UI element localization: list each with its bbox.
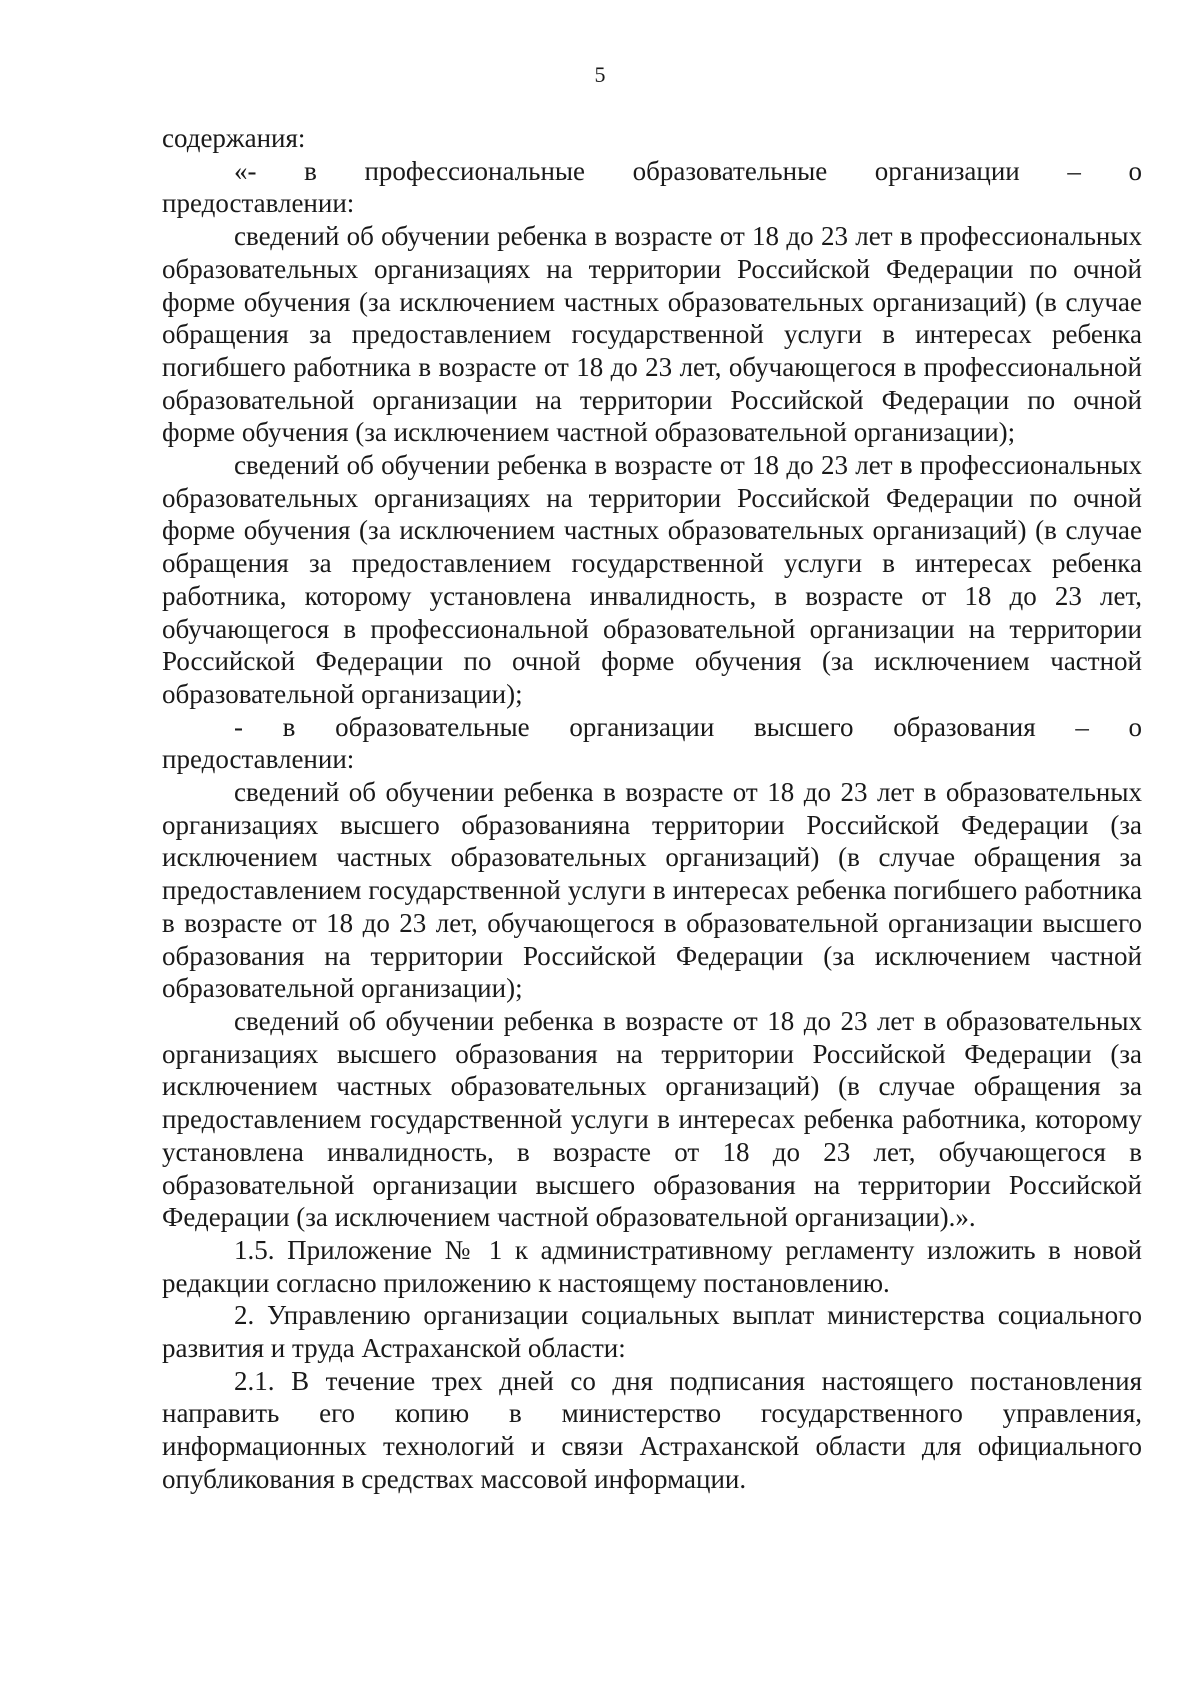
document-body (162, 122, 1142, 1496)
paragraph-item: сведений об обучении ребенка в возрасте от 18 до 23 лет в профессиональных образовательных организациях на территории Российской Федерации по очной форме обучения (за исключением частных образовательных организаций) (в случае обращения за предоставлением государственной услуги в интересах ребенка работника, которому установлена инвалидность, в возрасте от 18 до 23 лет, обучающегося в профессиональной образовательной организации на территории Российской Федерации по очной форме обучения (за исключением частной образовательной организации); (162, 450, 1142, 709)
paragraph-clause-2-1: 2.1. В течение трех дней со дня подписания настоящего постановления направить его копию в министерство государственного управления, информационных технологий и связи Астраханской области для официального опубликования в средствах массовой информации. (162, 1365, 1142, 1494)
paragraph-list-item-professional: «- в профессиональные образовательные организации – о (234, 155, 1142, 186)
paragraph-list-item-higher-education: - в образовательные организации высшего образования – о (234, 711, 1142, 742)
paragraph-list-item-continuation: предоставлении: (162, 744, 355, 775)
paragraph-item: сведений об обучении ребенка в возрасте от 18 до 23 лет в образовательных организациях высшего образованияна территории Российской Федерации (за исключением частных образовательных организаций) (в случае обращения за предоставлением государственной услуги в интересах ребенка погибшего работника в возрасте от 18 до 23 лет, обучающегося в образовательной организации высшего образования на территории Российской Федерации (за исключением частной образовательной организации); (162, 777, 1142, 1004)
paragraph-continuation: содержания: (162, 123, 306, 153)
paragraph-clause-1-5: 1.5. Приложение № 1 к административному регламенту изложить в новой редакции согласно приложению к настоящему постановлению. (162, 1234, 1142, 1298)
page-number: 5 (594, 62, 606, 87)
paragraph-item: сведений об обучении ребенка в возрасте от 18 до 23 лет в образовательных организациях высшего образования на территории Российской Федерации (за исключением частных образовательных организаций) (в случае обращения за предоставлением государственной услуги в интересах ребенка работника, которому установлена инвалидность, в возрасте от 18 до 23 лет, обучающегося в образовательной организации высшего образования на территории Российской Федерации (за исключением частной образовательной организации).». (162, 1005, 1142, 1233)
paragraph-clause-2: 2. Управлению организации социальных выплат министерства социального развития и труда Астраханской области: (162, 1300, 1142, 1364)
paragraph-list-item-continuation: предоставлении: (162, 188, 355, 219)
paragraph-item: сведений об обучении ребенка в возрасте от 18 до 23 лет в профессиональных образовательных организациях на территории Российской Федерации по очной форме обучения (за исключением частных образовательных организаций) (в случае обращения за предоставлением государственной услуги в интересах ребенка погибшего работника в возрасте от 18 до 23 лет, обучающегося в профессиональной образовательной организации на территории Российской Федерации по очной форме обучения (за исключением частной образовательной организации); (162, 221, 1142, 448)
